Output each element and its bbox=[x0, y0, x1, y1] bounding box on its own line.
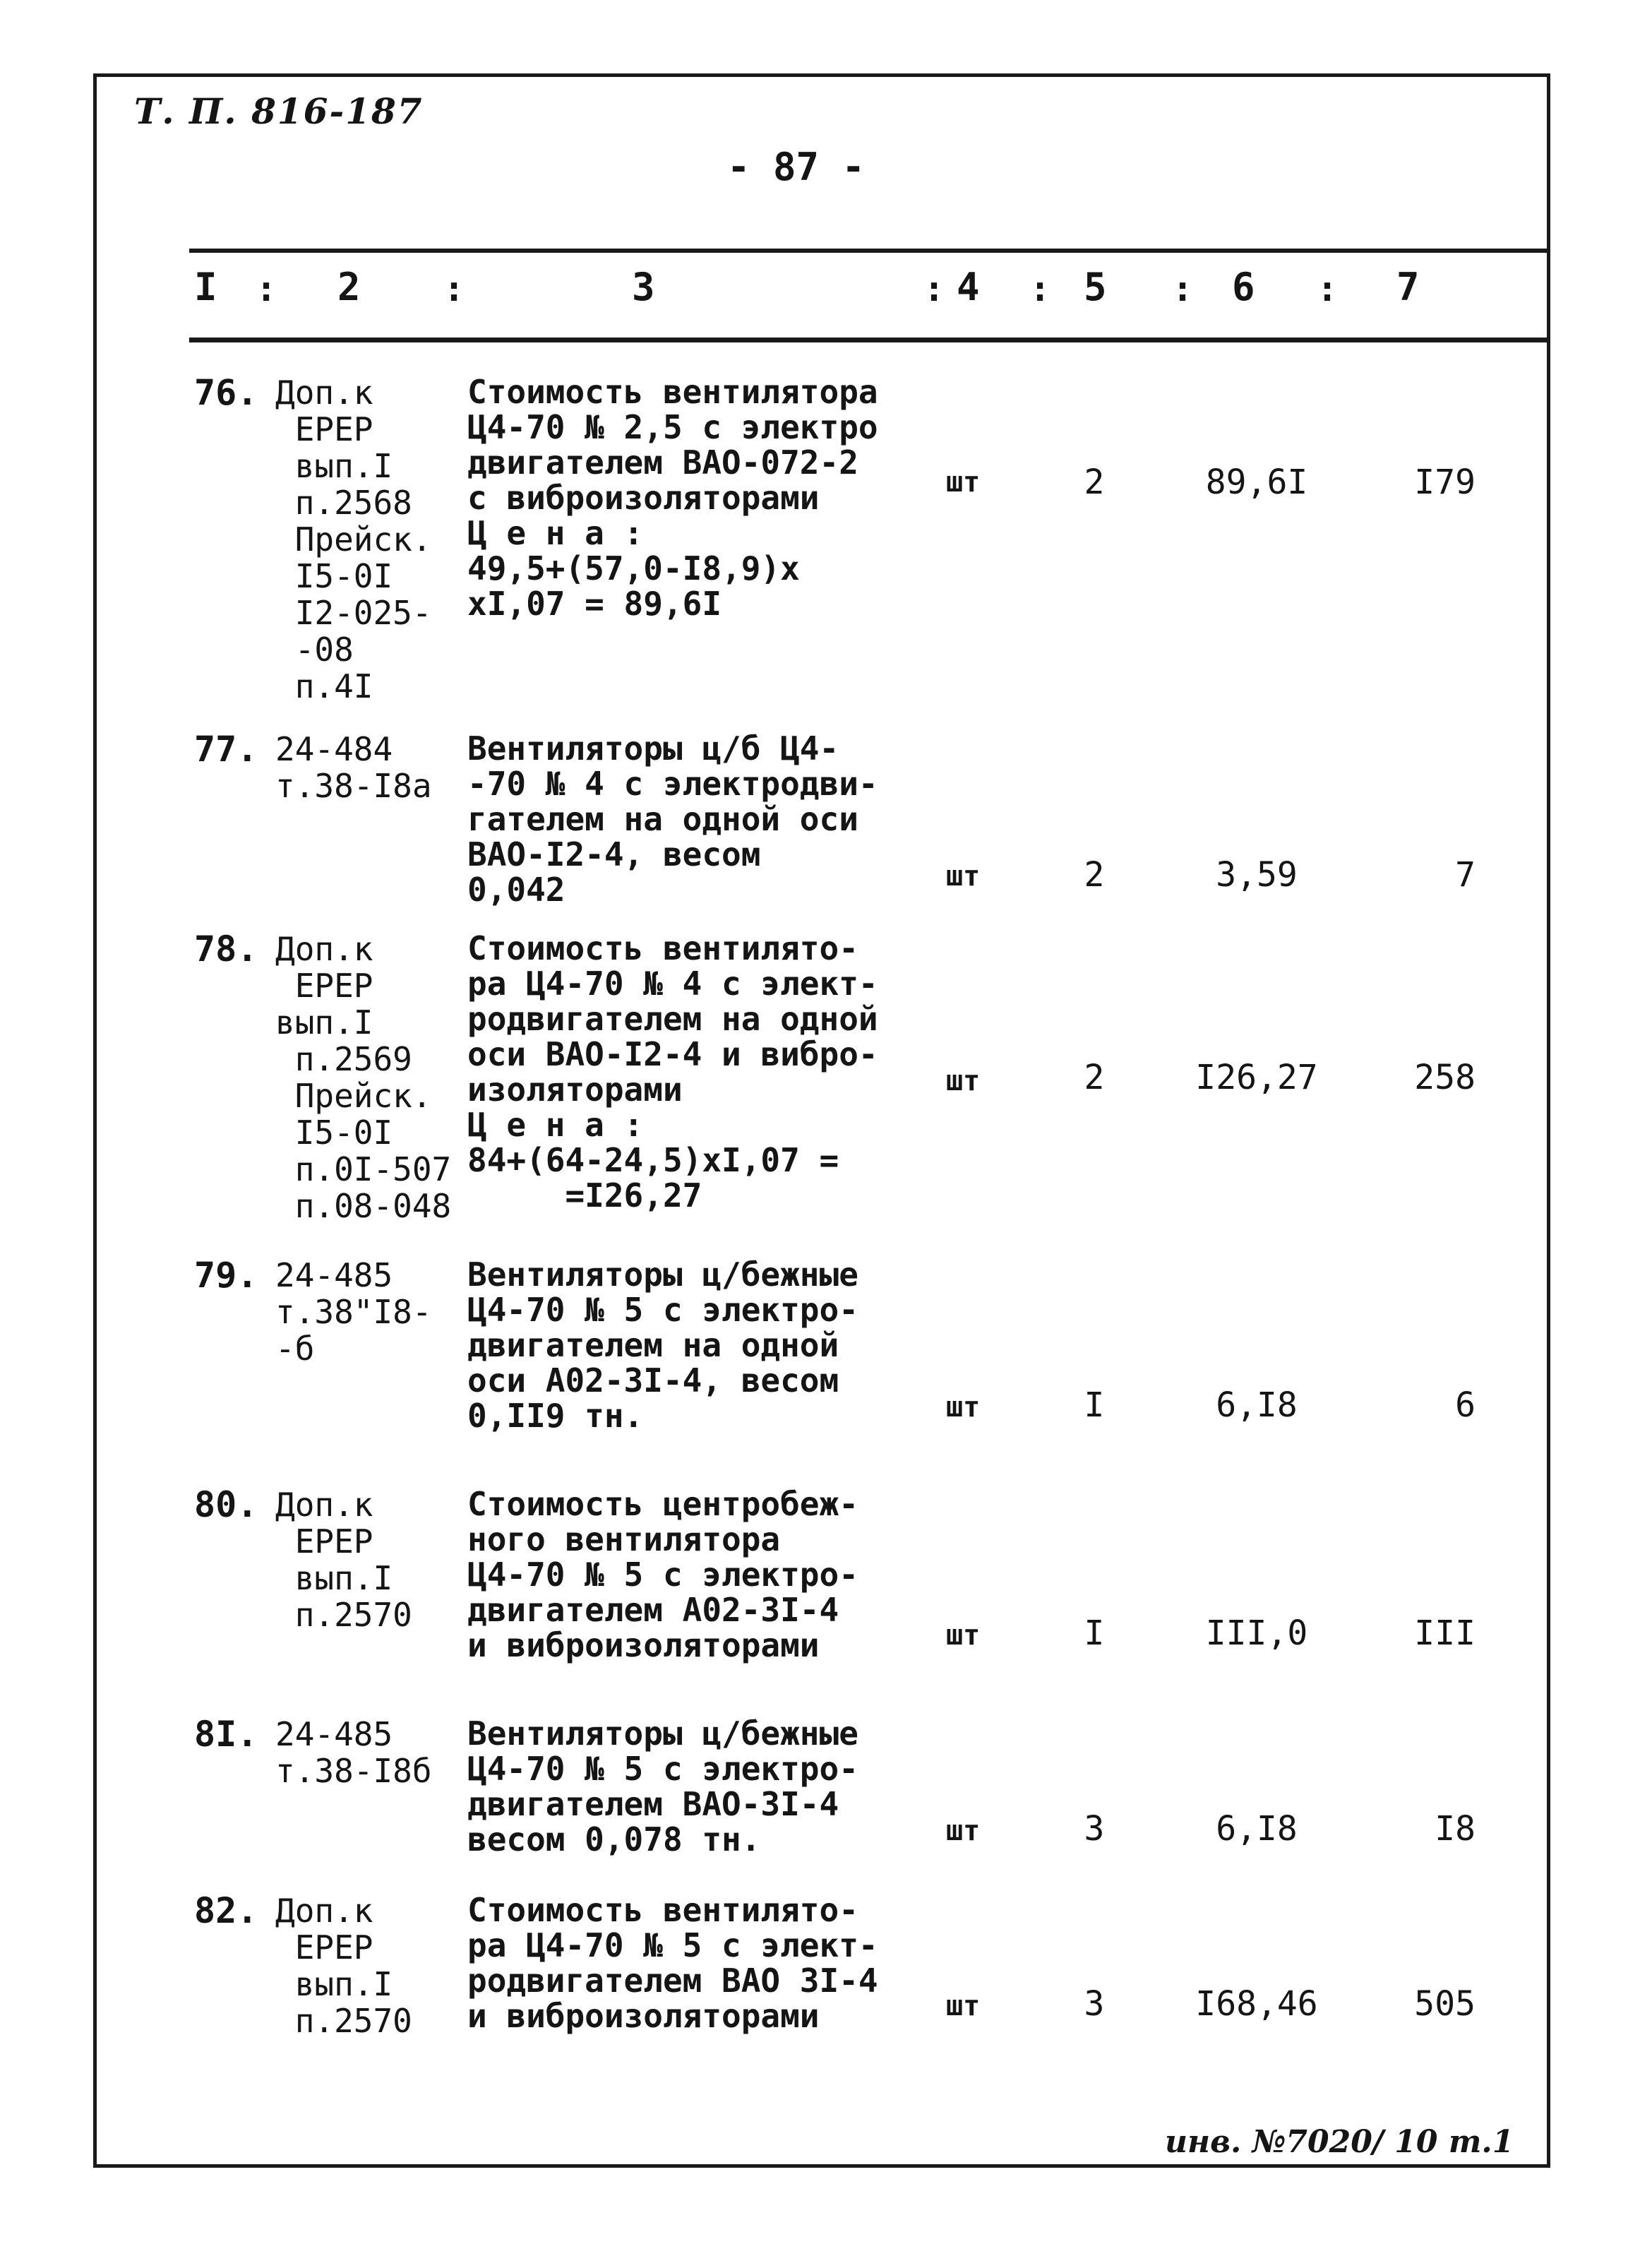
header-separator: : bbox=[1172, 268, 1194, 309]
row-quantity: 2 bbox=[1084, 462, 1105, 502]
row-price: 6,I8 bbox=[1216, 1809, 1298, 1849]
row-number: 80. bbox=[194, 1484, 258, 1525]
row-number: 78. bbox=[194, 929, 258, 969]
row-unit: шт bbox=[946, 1990, 981, 2022]
row-description: Стоимость центробеж- ного вентилятора Ц4-70 № 5 с электро- двигателем А02-3I-4 и виброизоляторами bbox=[467, 1485, 858, 1664]
row-price: III,0 bbox=[1205, 1613, 1308, 1653]
row-total: III bbox=[1414, 1613, 1476, 1653]
header-separator: : bbox=[443, 268, 465, 309]
row-description: Стоимость вентилятора Ц4-70 № 2,5 с электро двигателем ВАО-072-2 с виброизоляторами Ц е н а : 49,5+(57,0-I8,9)х хI,07 = 89,6I bbox=[467, 373, 878, 623]
row-unit: шт bbox=[946, 1391, 981, 1424]
row-price: I68,46 bbox=[1195, 1984, 1318, 2024]
row-basis: Доп.к ЕРЕР вып.I п.2569 Прейск. I5-0I п.0I-507 п.08-048 bbox=[275, 930, 452, 1225]
row-total: 505 bbox=[1414, 1984, 1476, 2024]
header-col-6: 6 bbox=[1232, 265, 1255, 309]
row-basis: Доп.к ЕРЕР вып.I п.2570 bbox=[275, 1892, 412, 2040]
row-unit: шт bbox=[946, 1065, 981, 1097]
row-unit: шт bbox=[946, 1619, 981, 1652]
header-col-2: 2 bbox=[337, 265, 361, 309]
row-basis: Доп.к ЕРЕР вып.I п.2570 bbox=[275, 1486, 412, 1634]
row-description: Стоимость вентилято- ра Ц4-70 № 4 с элект- родвигателем на одной оси ВАО-I2-4 и вибро- изоляторами Ц е н а : 84+(64-24,5)хI,07 = =I26,27 bbox=[467, 929, 878, 1214]
row-unit: шт bbox=[946, 1815, 981, 1847]
row-number: 77. bbox=[194, 729, 258, 770]
row-quantity: I bbox=[1084, 1613, 1105, 1653]
row-unit: шт bbox=[946, 860, 981, 893]
header-separator: : bbox=[256, 268, 277, 309]
row-total: I8 bbox=[1435, 1809, 1476, 1849]
row-quantity: 2 bbox=[1084, 855, 1105, 895]
row-description: Вентиляторы ц/б Ц4- -70 № 4 с электродви- гателем на одной оси ВАО-I2-4, весом 0,042 bbox=[467, 729, 878, 909]
header-col-4: 4 bbox=[957, 265, 980, 309]
document-code: Т. П. 816-187 bbox=[134, 90, 424, 132]
row-description: Вентиляторы ц/бежные Ц4-70 № 5 с электро- двигателем ВАО-3I-4 весом 0,078 тн. bbox=[467, 1714, 858, 1858]
row-description: Вентиляторы ц/бежные Ц4-70 № 5 с электро- двигателем на одной оси А02-3I-4, весом 0,II9 тн. bbox=[467, 1255, 858, 1435]
header-bottom-rule bbox=[189, 338, 1550, 342]
row-total: I79 bbox=[1414, 462, 1476, 502]
row-total: 258 bbox=[1414, 1058, 1476, 1097]
header-separator: : bbox=[923, 268, 945, 309]
row-quantity: 2 bbox=[1084, 1058, 1105, 1097]
row-price: 3,59 bbox=[1216, 855, 1298, 895]
row-quantity: 3 bbox=[1084, 1809, 1105, 1849]
row-total: 6 bbox=[1455, 1385, 1476, 1425]
row-unit: шт bbox=[946, 466, 981, 499]
row-basis: 24-485 т.38"I8- -б bbox=[275, 1256, 432, 1368]
row-price: I26,27 bbox=[1195, 1058, 1318, 1097]
header-top-rule bbox=[189, 249, 1550, 253]
row-description: Стоимость вентилято- ра Ц4-70 № 5 с элект- родвигателем ВАО 3I-4 и виброизоляторами bbox=[467, 1891, 878, 2035]
row-basis: 24-484 т.38-I8а bbox=[275, 730, 432, 805]
row-basis: 24-485 т.38-I8б bbox=[275, 1715, 432, 1790]
inventory-stamp: инв. №7020/ 10 т.1 bbox=[1165, 2124, 1514, 2160]
row-price: 89,6I bbox=[1205, 462, 1308, 502]
header-col-5: 5 bbox=[1084, 265, 1107, 309]
header-col-3: 3 bbox=[632, 265, 655, 309]
row-total: 7 bbox=[1455, 855, 1476, 895]
row-number: 82. bbox=[194, 1890, 258, 1931]
row-price: 6,I8 bbox=[1216, 1385, 1298, 1425]
row-quantity: I bbox=[1084, 1385, 1105, 1425]
header-separator: : bbox=[1029, 268, 1051, 309]
header-col-7: 7 bbox=[1396, 265, 1420, 309]
header-col-1: I bbox=[194, 265, 217, 309]
row-basis: Доп.к ЕРЕР вып.I п.2568 Прейск. I5-0I I2-025- -08 п.4I bbox=[275, 374, 432, 705]
row-number: 79. bbox=[194, 1255, 258, 1296]
header-separator: : bbox=[1317, 268, 1339, 309]
row-number: 76. bbox=[194, 372, 258, 413]
page-number: - 87 - bbox=[727, 145, 866, 189]
row-quantity: 3 bbox=[1084, 1984, 1105, 2024]
row-number: 8I. bbox=[194, 1714, 258, 1755]
